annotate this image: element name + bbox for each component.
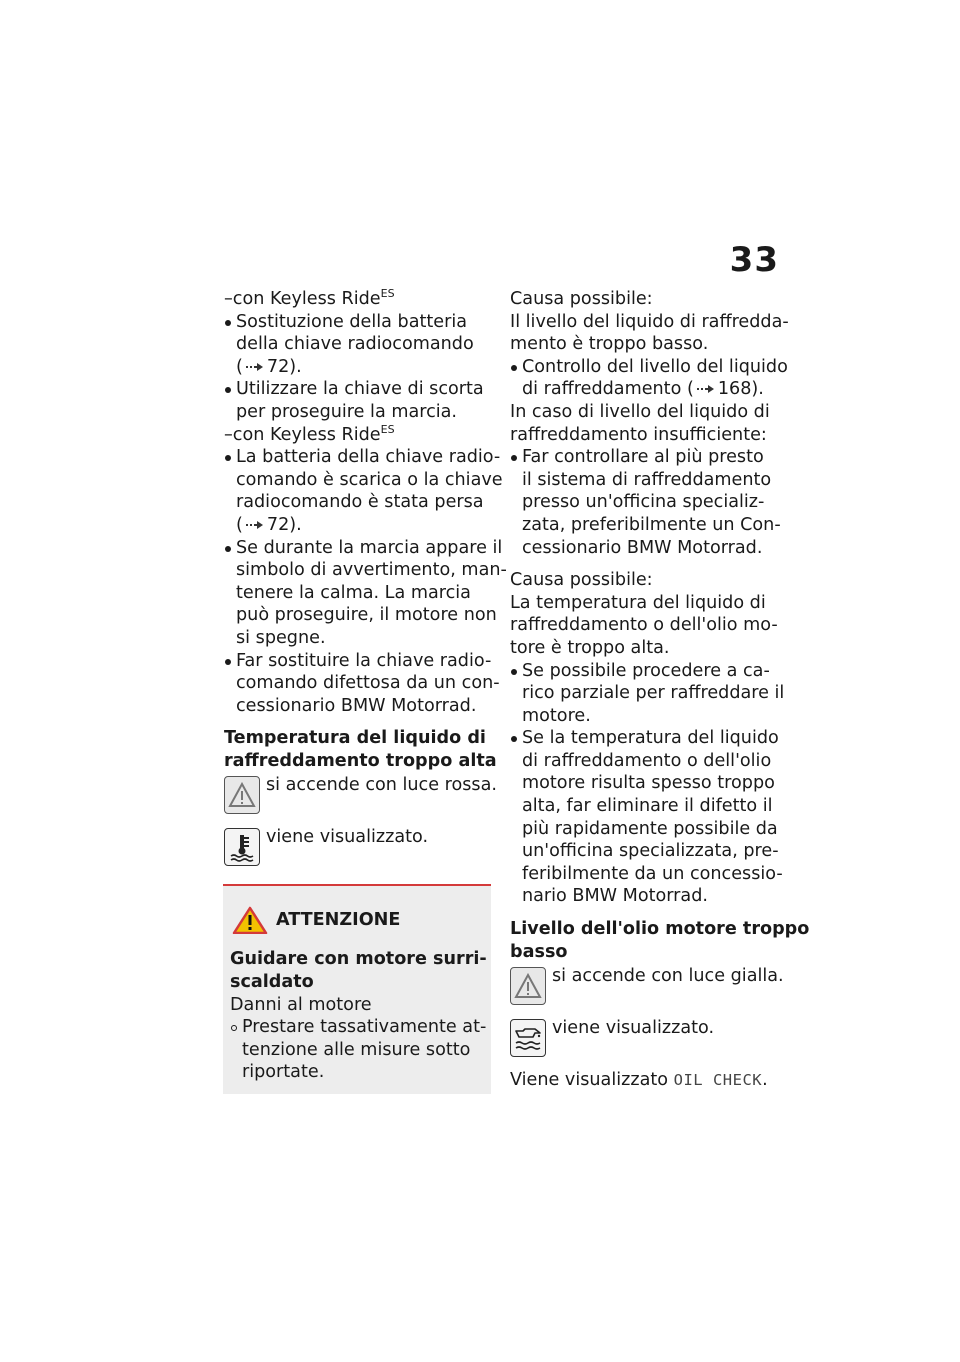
bullet-item: Se la temperatura del liquido di raffreddamento o dell'olio motore risulta spesso troppo alta, far eliminare il difetto il più rapidamente possibile da un'officina specializzata, pre- feribilmente da un concessio- nario BMW Motorrad. [510, 727, 782, 908]
left-column [224, 287, 507, 1094]
paragraph: Causa possibile: Il livello del liquido di raffredda- mento è troppo basso. [510, 289, 789, 355]
indicator-row: si accende con luce rossa. [224, 774, 492, 814]
paragraph: In caso di livello del liquido di raffreddamento insufficiente: [510, 401, 770, 445]
bullet-item: Far controllare al più presto il sistema di raffreddamento presso un'officina specializ- zata, preferibilmente un Con- cessionario BMW Motorrad. [510, 446, 782, 559]
oil-level-icon [510, 1019, 546, 1057]
warning-title: ATTENZIONE [230, 906, 484, 934]
indicator-row: viene visualizzato. [224, 826, 492, 866]
caution-triangle-icon [232, 906, 268, 934]
page-reference-icon [245, 362, 265, 372]
paragraph: Causa possibile: La temperatura del liquido di raffreddamento o dell'olio mo- tore è troppo alta. [510, 570, 778, 658]
bullet-item: Se durante la marcia appare il simbolo di avvertimento, man- tenere la calma. La marcia può proseguire, il motore non si spegne. [224, 537, 492, 650]
section-heading: Livello dell'olio motore troppo basso [510, 919, 810, 962]
condition-line: –con Keyless Ride$^{ES}$ [224, 422, 395, 445]
coolant-temperature-icon [224, 828, 260, 866]
oil-check-code: OIL CHECK [673, 1071, 763, 1090]
warning-consequence: Danni al motore [230, 994, 372, 1015]
page-reference-icon [696, 384, 716, 394]
section-heading: Temperatura del liquido di raffreddamento troppo alta [224, 728, 497, 771]
page-number: 33 [729, 240, 779, 280]
bullet-item: Se possibile procedere a ca- rico parziale per raffreddare il motore. [510, 660, 782, 728]
warning-subtitle: Guidare con motore surri- scaldato [230, 949, 487, 993]
warning-triangle-icon [510, 967, 546, 1005]
display-message-line: Viene visualizzato OIL CHECK. [510, 1070, 768, 1091]
right-column [510, 288, 810, 1092]
indicator-row: viene visualizzato. [510, 1017, 782, 1057]
condition-line: –con Keyless Ride$^{ES}$ [224, 287, 395, 309]
bullet-item: Controllo del livello del liquido di raffreddamento ( 168). [510, 356, 782, 401]
bullet-item: Far sostituire la chiave radio- comando difettosa da un con- cessionario BMW Motorrad. [224, 650, 492, 718]
page-reference-icon [245, 520, 265, 530]
bullet-item: Sostituzione della batteria della chiave radiocomando ( 72). [224, 311, 492, 379]
bullet-item: Prestare tassativamente at- tenzione alle misure sotto riportate. [230, 1016, 484, 1084]
indicator-row: si accende con luce gialla. [510, 965, 782, 1005]
bullet-item: Utilizzare la chiave di scorta per proseguire la marcia. [224, 378, 492, 423]
bullet-item: La batteria della chiave radio- comando è scarica o la chiave radiocomando è stata persa ( 72). [224, 446, 492, 536]
warning-box [223, 884, 491, 1094]
warning-triangle-icon [224, 776, 260, 814]
